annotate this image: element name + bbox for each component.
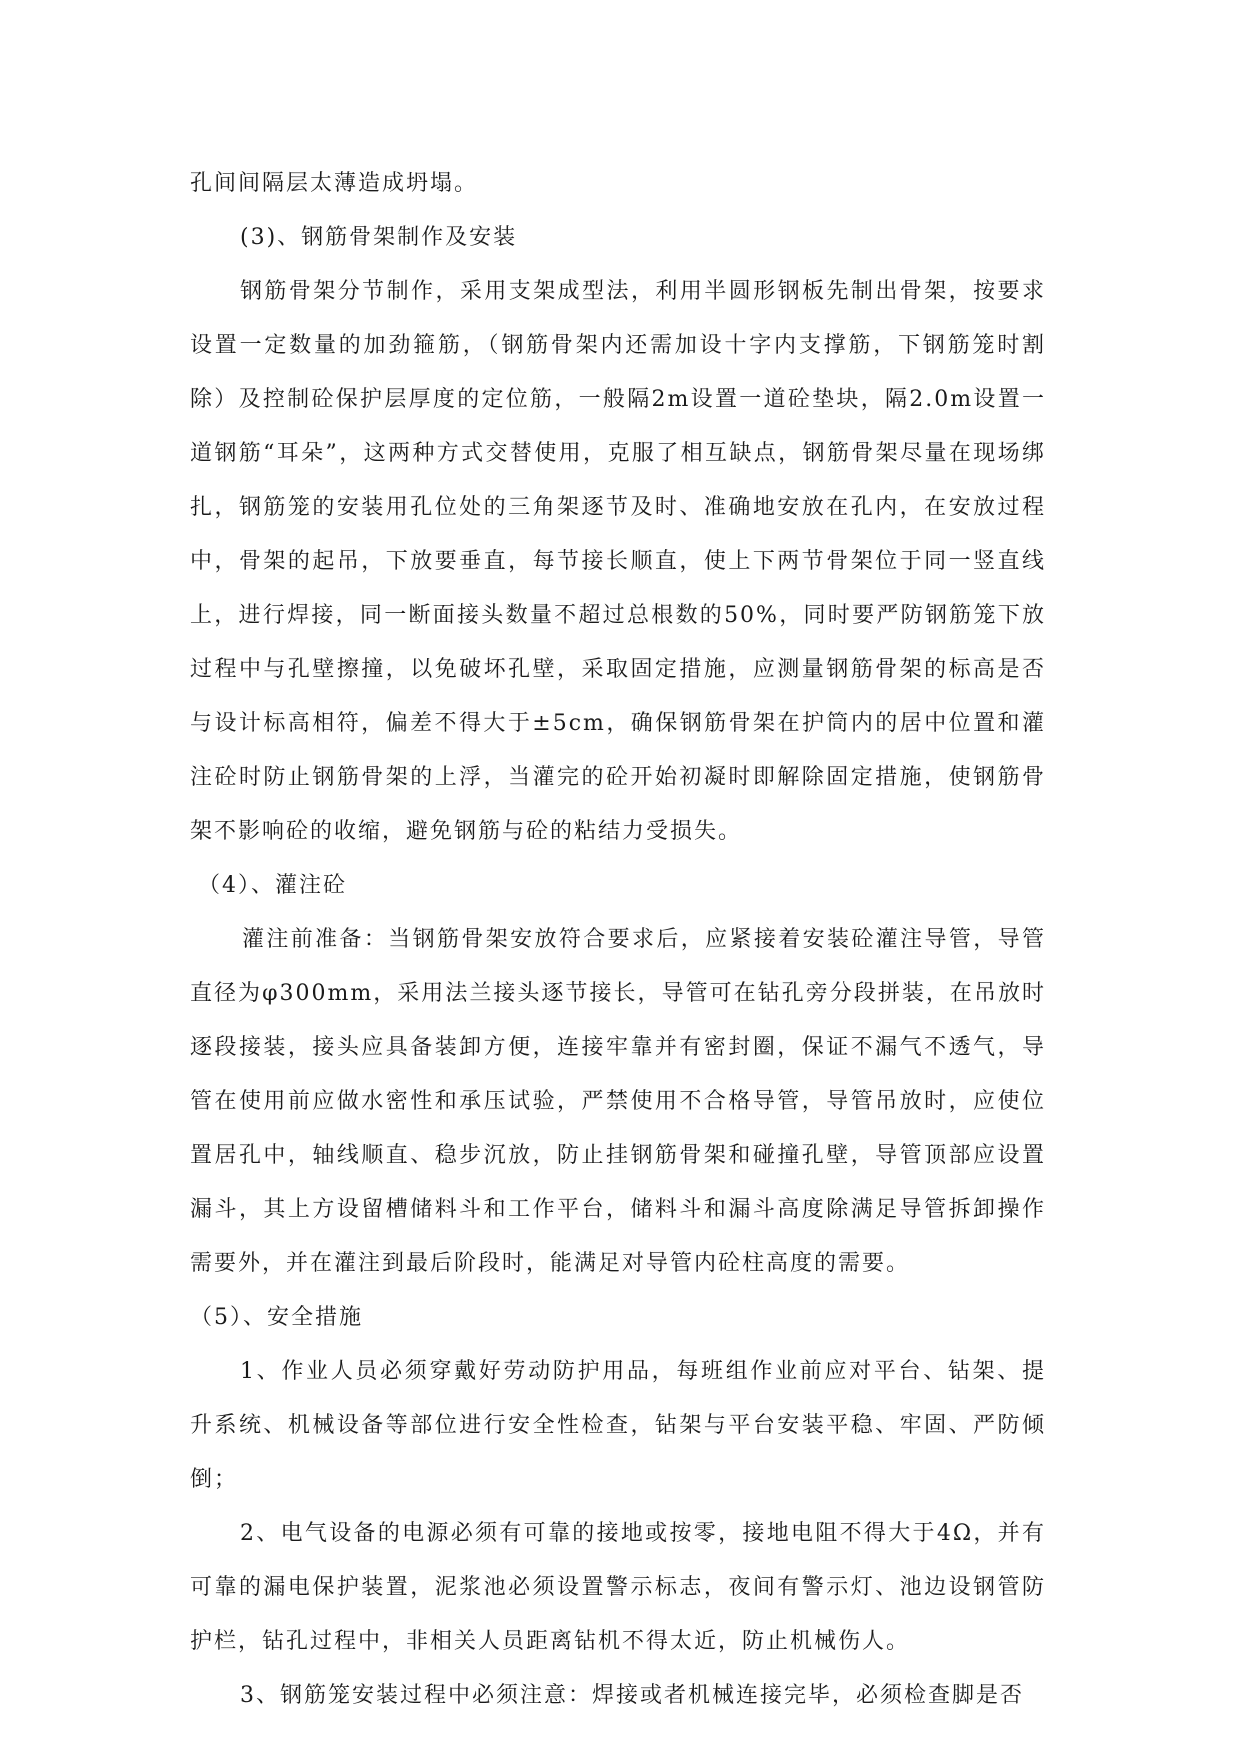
paragraph-safety-1: 1、作业人员必须穿戴好劳动防护用品，每班组作业前应对平台、钻架、提升系统、机械设备等部位进行安全性检查，钻架与平台安装平稳、牢固、严防倾倒； [190,1359,1046,1492]
section-heading-4: （4）、灌注砼 [198,873,347,898]
paragraph-continuation: 孔间间隔层太薄造成坍塌。 [190,171,479,196]
paragraph-concrete-pouring: 灌注前准备：当钢筋骨架安放符合要求后，应紧接着安装砼灌注导管，导管直径为φ300mm，采用法兰接头逐节接长，导管可在钻孔旁分段拼装，在吊放时逐段接装，接头应具备装卸方便，连接牢靠并有密封圈，保证不漏气不透气，导管在使用前应做水密性和承压试验，严禁使用不合格导管，导管吊放时，应使位置居孔中，轴线顺直、稳步沉放，防止挂钢筋骨架和碰撞孔壁，导管顶部应设置漏斗，其上方设留槽储料斗和工作平台，储料斗和漏斗高度除满足导管拆卸操作需要外，并在灌注到最后阶段时，能满足对导管内砼柱高度的需要。 [190,927,1046,1276]
section-heading-3: (3)、钢筋骨架制作及安装 [240,225,518,250]
document-body [190,157,1046,1723]
paragraph-rebar-cage: 钢筋骨架分节制作，采用支架成型法，利用半圆形钢板先制出骨架，按要求设置一定数量的加劲箍筋，（钢筋骨架内还需加设十字内支撑筋，下钢筋笼时割除）及控制砼保护层厚度的定位筋，一般隔2m设置一道砼垫块，隔2.0m设置一道钢筋“耳朵”，这两种方式交替使用，克服了相互缺点，钢筋骨架尽量在现场绑扎，钢筋笼的安装用孔位处的三角架逐节及时、准确地安放在孔内，在安放过程中，骨架的起吊，下放要垂直，每节接长顺直，使上下两节骨架位于同一竖直线上，进行焊接，同一断面接头数量不超过总根数的50%，同时要严防钢筋笼下放过程中与孔壁擦撞，以免破坏孔壁，采取固定措施，应测量钢筋骨架的标高是否与设计标高相符，偏差不得大于±5cm，确保钢筋骨架在护筒内的居中位置和灌注砼时防止钢筋骨架的上浮，当灌完的砼开始初凝时即解除固定措施，使钢筋骨架不影响砼的收缩，避免钢筋与砼的粘结力受损失。 [190,279,1046,844]
section-heading-5: （5）、安全措施 [190,1305,363,1330]
paragraph-safety-2: 2、电气设备的电源必须有可靠的接地或按零，接地电阻不得大于4Ω，并有可靠的漏电保护装置，泥浆池必须设置警示标志，夜间有警示灯、池边设钢管防护栏，钻孔过程中，非相关人员距离钻机不得太近，防止机械伤人。 [190,1521,1046,1654]
paragraph-safety-3: 3、钢筋笼安装过程中必须注意：焊接或者机械连接完毕，必须检查脚是否 [240,1683,1024,1708]
